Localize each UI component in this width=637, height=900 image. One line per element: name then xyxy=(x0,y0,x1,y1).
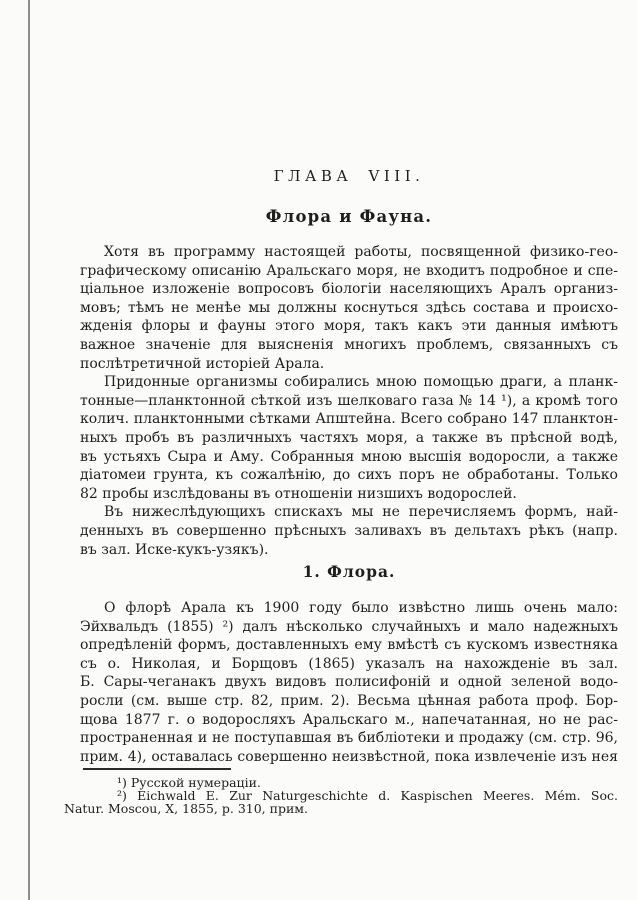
text-line: въ зал. Иске-кукъ-узякъ). xyxy=(80,541,269,558)
scan-gutter-line xyxy=(28,0,30,900)
paragraph xyxy=(64,776,618,789)
text-line: тонные—планктонной сѣткой изъ шелковаго газа № 14 ¹), а кромѣ того xyxy=(80,392,618,409)
text-line: съ о. Николая, и Борщовъ (1865) указалъ на нахожденіе въ зал. xyxy=(80,655,618,672)
text-line: Въ нижеслѣдующихъ спискахъ мы не перечисляемъ формъ, най- xyxy=(104,504,618,521)
footnote-separator-rule xyxy=(83,768,231,770)
text-line: Хотя въ программу настоящей работы, посвященной физико-гео- xyxy=(104,244,618,260)
text-line: ²) Eichwald E. Zur Naturgeschichte d. Kaspischen Meeres. Mém. Soc. xyxy=(117,787,618,803)
text-line: ¹) Русской нумераціи. xyxy=(117,774,261,790)
text-line: опредѣленій формъ, доставленныхъ ему вмѣстѣ съ кускомъ известняка xyxy=(80,637,618,654)
footnotes-block xyxy=(64,768,618,816)
text-line: ныхъ пробъ въ различныхъ частяхъ моря, а также въ прѣсной водѣ, xyxy=(80,429,618,446)
text-line: щова 1877 г. о водоросляхъ Аральскаго м., напечатанная, но не рас- xyxy=(80,711,618,728)
text-line: росли (см. выше стр. 82, прим. 2). Весьма цѣнная работа проф. Бор- xyxy=(80,692,618,709)
text-line: прим. 4), оставалась совершенно неизвѣстной, пока извлеченіе изъ нея xyxy=(80,748,618,765)
section-heading: 1. Флора. xyxy=(302,562,396,581)
text-line: Придонные организмы собирались мною помощью драги, а планк- xyxy=(104,374,618,391)
body-text-block-1 xyxy=(80,243,618,559)
text-line: графическому описанію Аральскаго моря, не входитъ подробное и спе- xyxy=(80,262,618,279)
text-line: мовъ; тѣмъ не менѣе мы должны коснуться здѣсь состава и происхо- xyxy=(80,299,618,316)
paragraph xyxy=(80,243,618,373)
text-line: О флорѣ Арала къ 1900 году было извѣстно лишь очень мало: xyxy=(104,600,618,616)
text-line: важное значеніе для выясненія многихъ проблемъ, связанныхъ съ xyxy=(80,336,618,353)
text-line: жденія флоры и фауны этого моря, такъ какъ эти данныя имѣютъ xyxy=(80,318,618,335)
text-line: въ устьяхъ Сыра и Аму. Собранныя мною высшія водоросли, а также xyxy=(80,448,618,465)
text-line: діатомеи грунта, къ сожалѣнію, до сихъ поръ не обработаны. Только xyxy=(80,467,618,484)
paragraph xyxy=(64,789,618,816)
text-line: пространенная и не поступавшая въ библіотеки и продажу (см. стр. 96, xyxy=(80,730,618,747)
chapter-heading: ГЛАВА VIII. xyxy=(273,167,425,185)
chapter-subtitle: Флора и Фауна. xyxy=(265,207,433,226)
text-line: 82 пробы изслѣдованы въ отношеніи низшихъ водорослей. xyxy=(80,485,517,502)
paragraph xyxy=(80,503,618,559)
paragraph xyxy=(80,599,618,766)
text-line: денныхъ въ совершенно прѣсныхъ заливахъ въ дельтахъ рѣкъ (напр. xyxy=(80,522,618,539)
paragraph xyxy=(80,373,618,503)
page-content xyxy=(64,0,618,900)
text-line: колич. планктонными сѣтками Апштейна. Всего собрано 147 планктон- xyxy=(80,411,618,428)
text-line: послѣтретичной исторіей Арала. xyxy=(80,355,325,372)
text-line: Natur. Moscou, X, 1855, p. 310, прим. xyxy=(64,801,308,817)
text-line: Эйхвальдъ (1855) ²) далъ нѣсколько случайныхъ и мало надежныхъ xyxy=(80,618,618,635)
body-text-block-2 xyxy=(80,599,618,766)
text-line: ціальное изложеніе вопросовъ біологіи населяющихъ Аралъ организ- xyxy=(80,281,618,298)
footnote-items xyxy=(64,776,618,816)
text-line: Б. Сары-чеганакъ двухъ видовъ полисифоній и одной зеленой водо- xyxy=(80,674,618,691)
